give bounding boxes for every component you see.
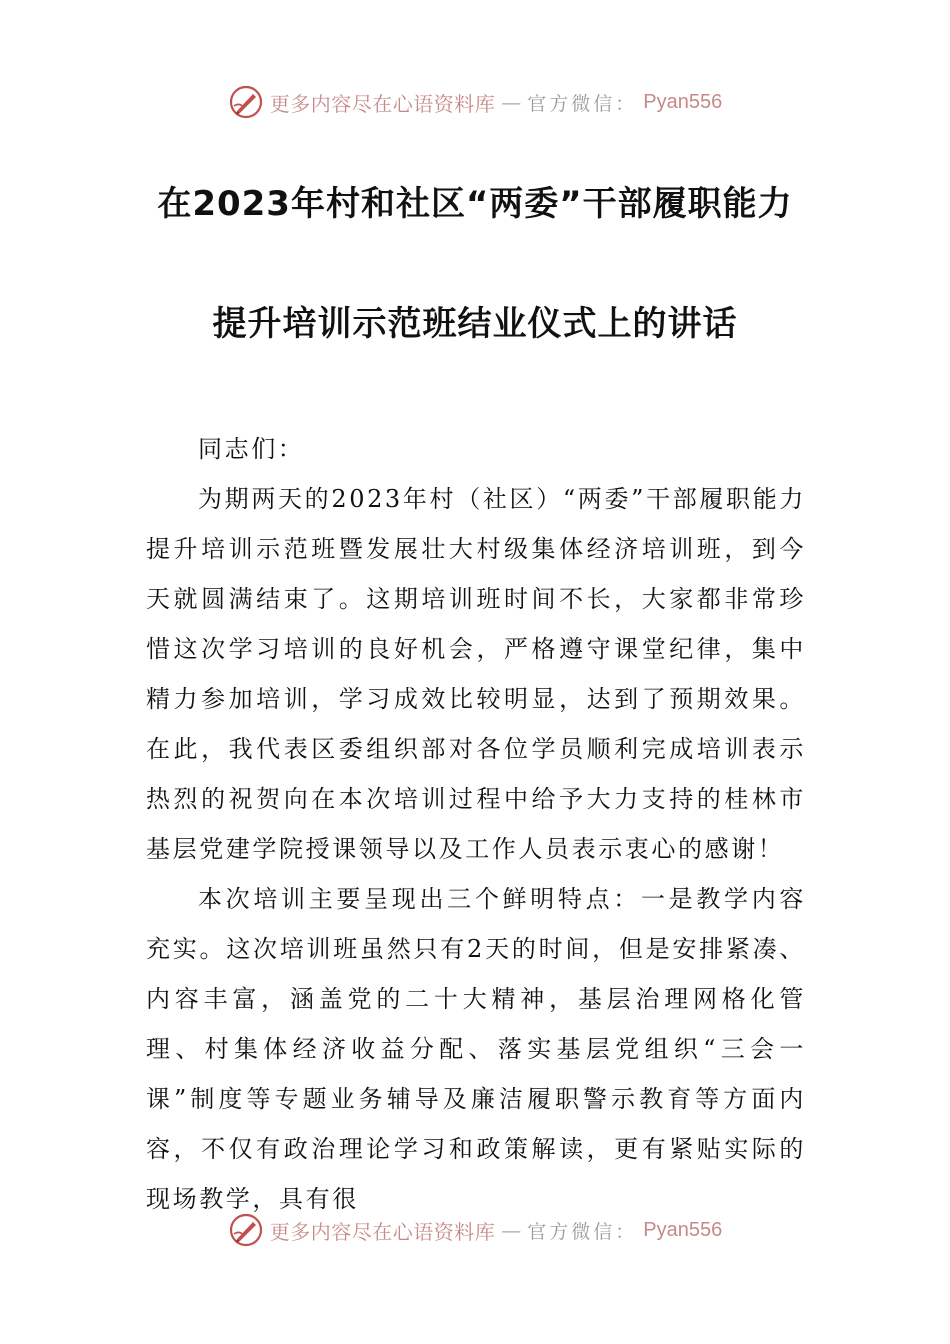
document-title-line1: 在2023年村和社区“两委”干部履职能力 [157,184,793,224]
watermark-footer [0,1210,950,1250]
document-body [146,424,806,1224]
watermark-dash: — [501,90,522,114]
paragraph-1: 为期两天的2023年村（社区）“两委”干部履职能力提升培训示范班暨发展壮大村级集体经济培训班，到今天就圆满结束了。这期培训班时间不长，大家都非常珍惜这次学习培训的良好机会，严格遵守课堂纪律，集中精力参加培训，学习成效比较明显，达到了预期效果。在此，我代表区委组织部对各位学员顺利完成培训表示热烈的祝贺向在本次培训过程中给予大力支持的桂林市基层党建学院授课领导以及工作人员表示衷心的感谢！ [146,485,806,863]
watermark-official-label: 官方微信： [527,1220,638,1243]
watermark-text: 更多内容尽在心语资料库 [269,91,496,116]
salutation: 同志们： [198,435,305,463]
paragraph-2: 本次培训主要呈现出三个鲜明特点：一是教学内容充实。这次培训班虽然只有2天的时间，但是安排紧凑、内容丰富，涵盖党的二十大精神，基层治理网格化管理、村集体经济收益分配、落实基层党组织“三会一课”制度等专题业务辅导及廉洁履职警示教育等方面内容，不仅有政治理论学习和政策解读，更有紧贴实际的现场教学，具有很 [146,885,806,1213]
pen-logo-icon [228,84,264,120]
pen-logo-icon [228,1212,264,1248]
watermark-wechat-id: Pyan556 [643,90,723,113]
watermark-wechat-id: Pyan556 [643,1218,723,1241]
watermark-text: 更多内容尽在心语资料库 [269,1219,496,1244]
watermark-official-label: 官方微信： [527,92,638,115]
document-title-line2: 提升培训示范班结业仪式上的讲话 [212,304,738,344]
watermark-dash: — [501,1218,522,1242]
watermark-header [0,82,950,122]
